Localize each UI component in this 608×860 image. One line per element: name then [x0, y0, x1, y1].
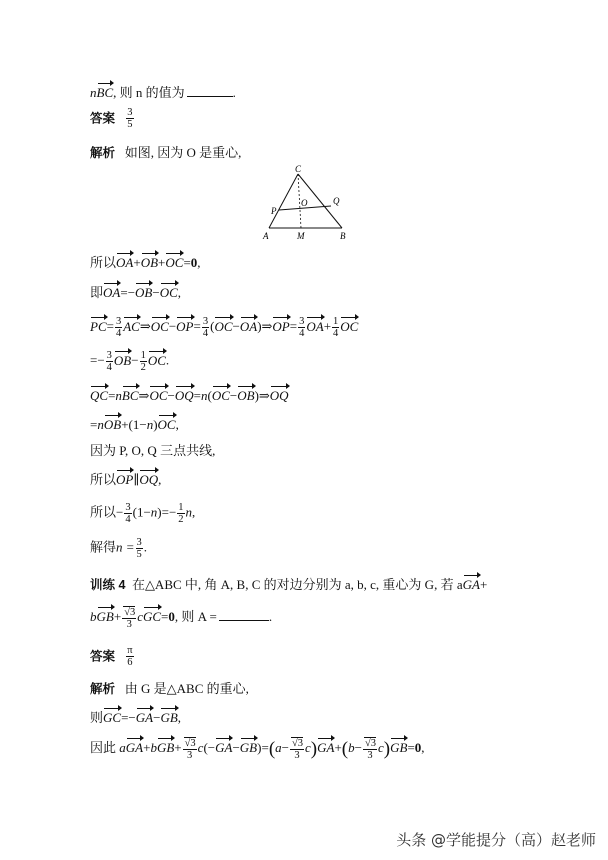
- line-prev-question: nBC, 则 n 的值为 .: [90, 85, 236, 100]
- label-B: B: [340, 231, 346, 241]
- eq-oq-cont: =nOB+(1−n)OC,: [90, 417, 179, 432]
- label-P: P: [271, 206, 277, 216]
- answer-block-2: 答案 $\frac{\pi}{6}$: [90, 645, 133, 669]
- training-text: 在△ABC 中, 角 A, B, C 的对边分别为 a, b, c, 重心为 G, 若 a: [131, 577, 463, 592]
- answer-block-1: [90, 107, 135, 130]
- eq-sum-zero: 所以OA+OB+OC=0,: [90, 255, 201, 270]
- analysis-line-2: 解析 由 G 是△ABC 的重心,: [90, 681, 249, 696]
- eq-parallel: 所以OP∥OQ,: [90, 472, 162, 487]
- label-O: O: [301, 198, 308, 208]
- analysis-text: 如图, 因为 O 是重心,: [124, 145, 242, 160]
- answer-fraction-2: $\frac{\pi}{6}$: [127, 645, 133, 669]
- watermark-footer: 头条 @学能提分（高）赵老师: [396, 831, 596, 849]
- answer-blank: [187, 96, 233, 97]
- eq-qc: QC=nBC⇒OC−OQ=n(OC−OB)⇒OQ: [90, 388, 289, 403]
- training-label: 训练 4: [90, 578, 126, 592]
- label-C: C: [295, 164, 302, 174]
- training4-line-1: 训练 4 在△ABC 中, 角 A, B, C 的对边分别为 a, b, c, 重心为 G, 若 aGA+: [90, 577, 488, 592]
- eq-pc-cont: =− $\frac{3}{4}$ OB− $\frac{1}{2}$ OC.: [90, 350, 170, 374]
- analysis-line-1: [90, 146, 241, 160]
- analysis-label: 解析: [90, 146, 116, 160]
- eq-pc: PC= $\frac{3}{4}$ AC⇒OC−OP= $\frac{3}{4}$ (OC−OA)⇒OP= $\frac{3}{4}$ OA+ $\frac{1}{4}$ OC: [90, 316, 359, 340]
- eq-oa: 即OA=−OB−OC,: [90, 285, 182, 300]
- label-A: A: [263, 231, 269, 241]
- answer-fraction: $\frac{3}{5}$: [127, 107, 133, 131]
- eq-gc: 则GC=−GA−GB,: [90, 710, 182, 725]
- answer-blank-2: [219, 620, 269, 621]
- vector-BC: BC: [96, 85, 114, 100]
- label-M: M: [297, 231, 305, 241]
- label-Q: Q: [333, 196, 340, 206]
- text-collinear: 因为 P, O, Q 三点共线,: [90, 443, 216, 458]
- answer-label: 答案: [90, 111, 116, 126]
- eq-final-combo: 因此 aGA+bGB+ $\frac{√3}{3}$ c(−GA−GB)=(a− $\frac{√3}{3}$ c)GA+(b− $\frac{√3}{3}$ c)GB=0,: [90, 738, 425, 762]
- eq-solution: 解得n = $\frac{3}{5}$ .: [90, 537, 148, 561]
- triangle-figure: [255, 162, 355, 242]
- question-text: , 则 n 的值为: [113, 85, 185, 100]
- training4-line-2: bGB+ $\frac{√3}{3}$ cGC=0, 则 A = .: [90, 607, 273, 631]
- eq-ratio: 所以− $\frac{3}{4}$ (1−n)=− $\frac{1}{2}$ n,: [90, 502, 196, 526]
